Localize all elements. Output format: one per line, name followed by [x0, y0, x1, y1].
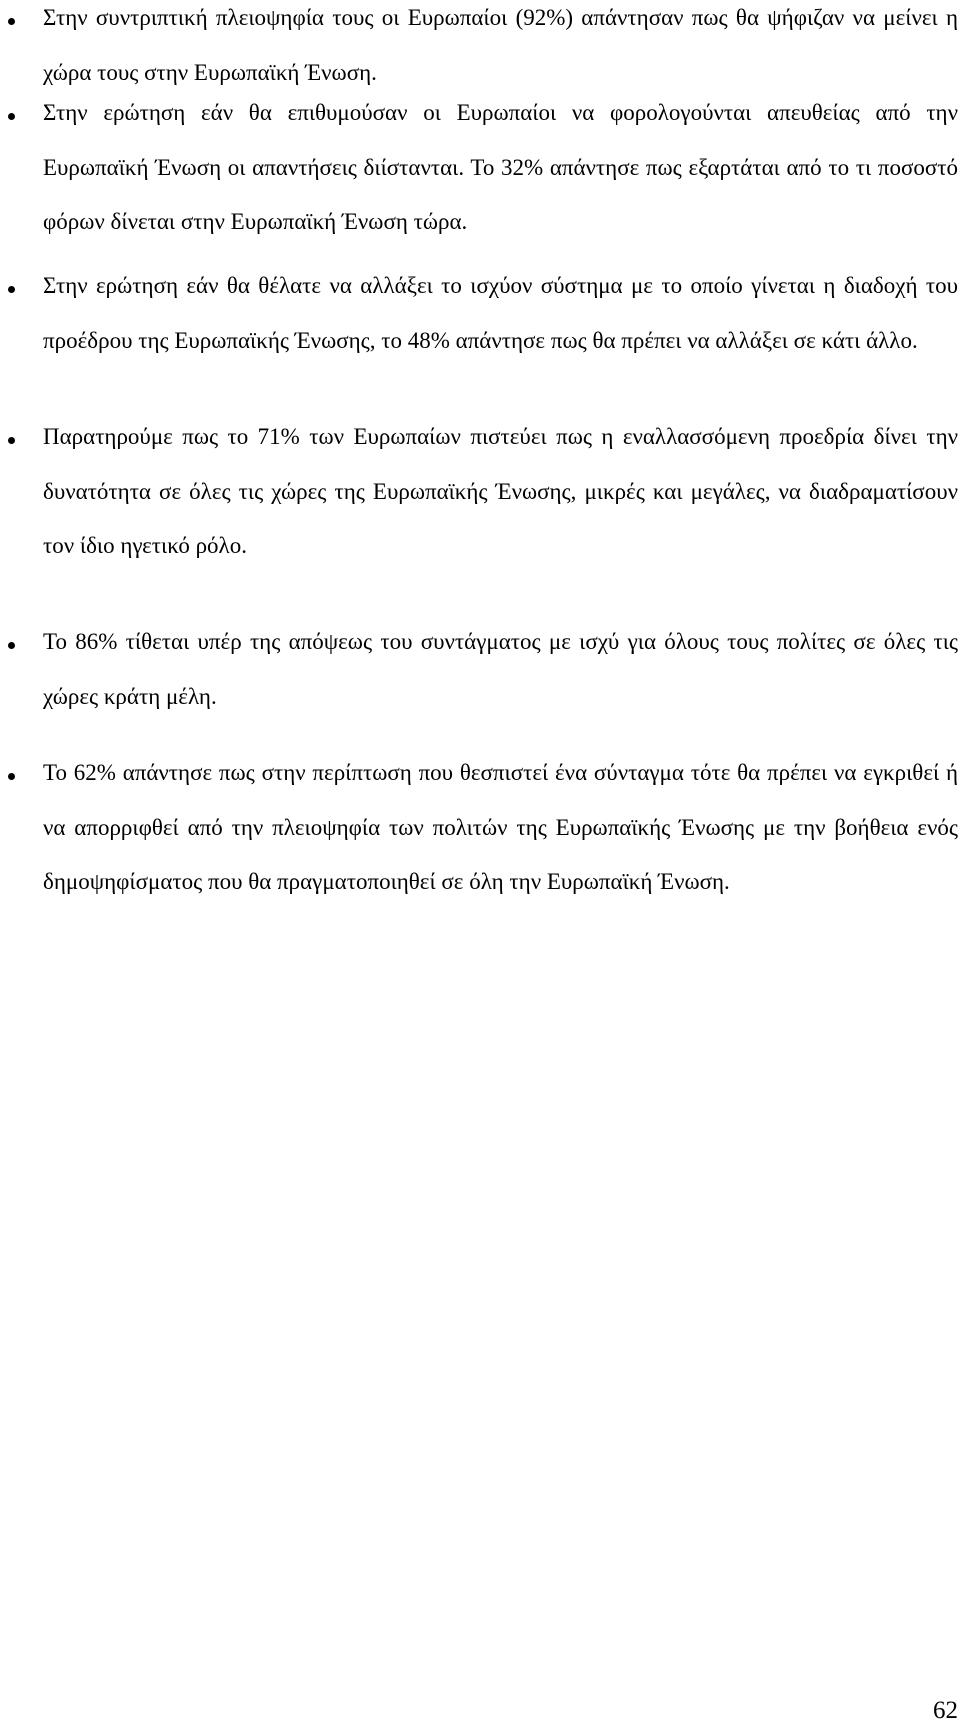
bullet-icon	[8, 773, 15, 780]
bullet-text: Το 62% απάντησε πως στην περίπτωση που θεσπιστεί ένα σύνταγμα τότε θα πρέπει να εγκριθεί ή να απορριφθεί από την πλειοψηφία των πολιτών της Ευρωπαϊκής Ένωσης με την βοήθεια ενός δημοψηφίσματος που θα πραγματοποιηθεί σε όλη την Ευρωπαϊκή Ένωση.	[43, 760, 958, 894]
page-number: 62	[933, 1697, 958, 1724]
bullet-icon	[8, 113, 15, 120]
bullet-text: Στην ερώτηση εάν θα επιθυμούσαν οι Ευρωπαίοι να φορολογούνται απευθείας από την Ευρωπαϊκή Ένωση οι απαντήσεις διίστανται. Το 32% απάντησε πως εξαρτάται από το τι ποσοστό φόρων δίνεται στην Ευρωπαϊκή Ένωση τώρα.	[43, 100, 958, 234]
bullet-icon	[8, 18, 15, 25]
bullet-text: Στην ερώτηση εάν θα θέλατε να αλλάξει το ισχύον σύστημα με το οποίο γίνεται η διαδοχή του προέδρου της Ευρωπαϊκής Ένωσης, το 48% απάντησε πως θα πρέπει να αλλάξει σε κάτι άλλο.	[43, 273, 958, 353]
bullet-text: Παρατηρούμε πως το 71% των Ευρωπαίων πιστεύει πως η εναλλασσόμενη προεδρία δίνει την δυνατότητα σε όλες τις χώρες της Ευρωπαϊκής Ένωσης, μικρές και μεγάλες, να διαδραματίσουν τον ίδιο ηγετικό ρόλο.	[43, 424, 958, 558]
bullet-icon	[8, 642, 15, 649]
bullet-icon	[8, 437, 15, 444]
bullet-text: Στην συντριπτική πλειοψηφία τους οι Ευρωπαίοι (92%) απάντησαν πως θα ψήφιζαν να μείνει η χώρα τους στην Ευρωπαϊκή Ένωση.	[43, 5, 958, 85]
bullet-text: Το 86% τίθεται υπέρ της απόψεως του συντάγματος με ισχύ για όλους τους πολίτες σε όλες τις χώρες κράτη μέλη.	[43, 629, 958, 709]
bullet-icon	[8, 286, 15, 293]
